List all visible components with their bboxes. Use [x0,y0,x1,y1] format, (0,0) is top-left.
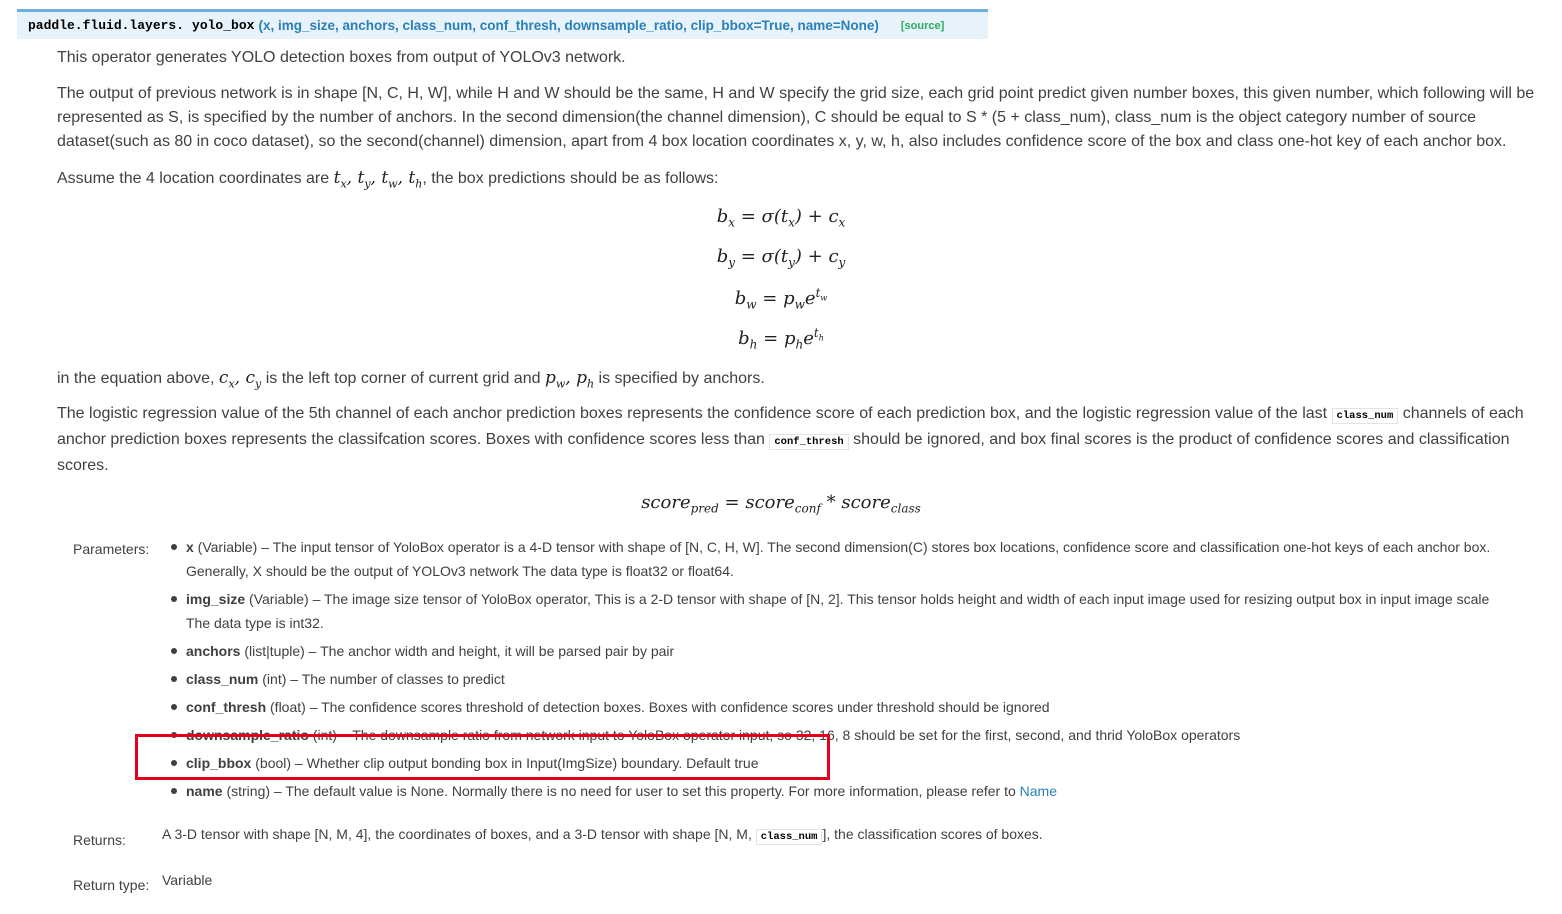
param-name: anchors [186,643,241,659]
param-desc: , 16, 8 should be set for the first, second, and thrid YoloBox operators [811,727,1241,743]
equation-note-part1: in the equation above, [57,370,215,387]
param-name: conf_thresh [186,699,267,715]
description-paragraph: The output of previous network is in shape [N, C, H, W], while H and W should be the same, H and W specify the grid size, each grid point predict given number boxes, this given number, which following will be represented as S, is specified by the number of anchors. In the second dimension(the channel dimension), C should be equal to S * (5 + class_num), class_num is the object category number of source dataset(such as 80 in coco dataset), so the second(channel) dimension, apart from 4 box location coordinates x, y, w, h, also includes confidence score of the box and class one-hot key of each anchor box. [57,85,1535,150]
param-name: clip_bbox [186,755,252,771]
param-class-num [170,667,1515,691]
param-name: downsample_ratio [186,727,309,743]
param-type: (bool) – [251,755,307,771]
param-type: (string) – [222,783,286,799]
param-type: (Variable) – [245,591,324,607]
param-type: (Variable) – [193,539,273,555]
return-type-label: Return type: [73,877,150,893]
param-name: name [186,783,223,799]
param-x [170,535,1515,583]
returns-text [162,826,1043,843]
param-img-size [170,587,1515,635]
param-desc: Whether clip output bonding box in Input(ImgSize) boundary. Default true [306,755,759,771]
code-conf-thresh: conf_thresh [769,434,848,450]
param-desc-struck: The downsample ratio from network input to YoloBox operator input, so 32 [352,727,812,743]
parameters-label: Parameters: [73,541,150,557]
returns-part1: A 3-D tensor with shape [N, M, 4], the coordinates of boxes, and a 3-D tensor with shape [N, M, [162,826,752,842]
equation-bh: $b_h = p_he^{t_h}$ [738,326,824,352]
code-class-num-returns: class_num [756,829,823,845]
param-desc: The number of classes to predict [301,671,505,687]
param-type: (float) – [266,699,322,715]
function-signature [17,9,988,39]
assume-paragraph [57,166,1549,196]
param-conf-thresh [170,695,1515,719]
param-name: img_size [186,591,246,607]
return-type-value: Variable [162,872,213,888]
signature-params: (x, img_size, anchors, class_num, conf_thresh, downsample_ratio, clip_bbox=True, name=None) [258,18,879,33]
signature-name: yolo_box [192,18,255,33]
param-desc: The confidence scores threshold of detection boxes. Boxes with confidence scores under threshold should be ignored [321,699,1050,715]
assume-before: Assume the 4 location coordinates are [57,170,330,187]
param-desc: The image size tensor of YoloBox operator, This is a 2-D tensor with shape of [N, 2]. This tensor holds height and width of each input image used for resizing output box in input image scale The data type is int32. [186,591,1490,631]
assume-after: , the box predictions should be as follows: [422,170,719,187]
param-desc: The default value is None. Normally there is no need for user to set this property. For more information, please refer to [285,783,1016,799]
equation-bw: $b_w = p_we^{t_w}$ [734,286,828,312]
red-highlight-box [135,734,830,780]
param-type: (list|tuple) – [240,643,321,659]
math-t-coords: $t_x$, $t_y$, $t_w$, $t_h$ [333,168,423,191]
param-desc: The input tensor of YoloBox operator is a 4-D tensor with shape of [N, C, H, W]. The second dimension(C) stores box locations, confidence score and classification one-hot keys of each anchor box. Generally, X should be the output of YOLOv3 network The data type is float32 or float64. [186,539,1491,579]
param-name: class_num [186,671,259,687]
equation-score: score$_{pred}$ = score$_{conf}$ * score$_{class}$ [641,492,921,516]
equation-bx: $b_x = \sigma(t_x) + c_x$ [716,206,846,230]
math-p-coords: $p_w$, $p_h$ [544,368,595,391]
equation-by: $b_y = \sigma(t_y) + c_y$ [716,246,846,270]
logistic-part3: should be ignored, and box final scores is the product of confidence scores and classification scores. [57,431,1510,474]
returns-part2: ], the classification scores of boxes. [822,826,1043,842]
equation-note-part3: is specified by anchors. [598,370,765,387]
param-desc: The anchor width and height, it will be parsed pair by pair [320,643,675,659]
signature-prefix: paddle.fluid.layers. [28,18,185,33]
logistic-part1: The logistic regression value of the 5th channel of each anchor prediction boxes represents the confidence score of each prediction box, and the logistic regression value of the last [57,405,1328,422]
param-name-item [170,779,1515,803]
param-type: (int) – [258,671,302,687]
source-link[interactable]: [source] [900,19,945,32]
logistic-part2: channels of each anchor prediction boxes represents the classifcation scores. Boxes with confidence scores less than [57,405,1524,448]
logistic-paragraph [57,402,1549,478]
equation-note [57,366,1549,396]
math-c-coords: $c_x$, $c_y$ [218,368,262,391]
equation-note-part2: is the left top corner of current grid and [265,370,541,387]
param-name: x [186,539,194,555]
name-link[interactable]: Name [1019,783,1058,799]
intro-text: This operator generates YOLO detection boxes from output of YOLOv3 network. [57,49,626,66]
param-anchors [170,639,1515,663]
param-type: (int) – [308,727,353,743]
returns-label: Returns: [73,832,126,848]
code-class-num: class_num [1332,408,1399,424]
